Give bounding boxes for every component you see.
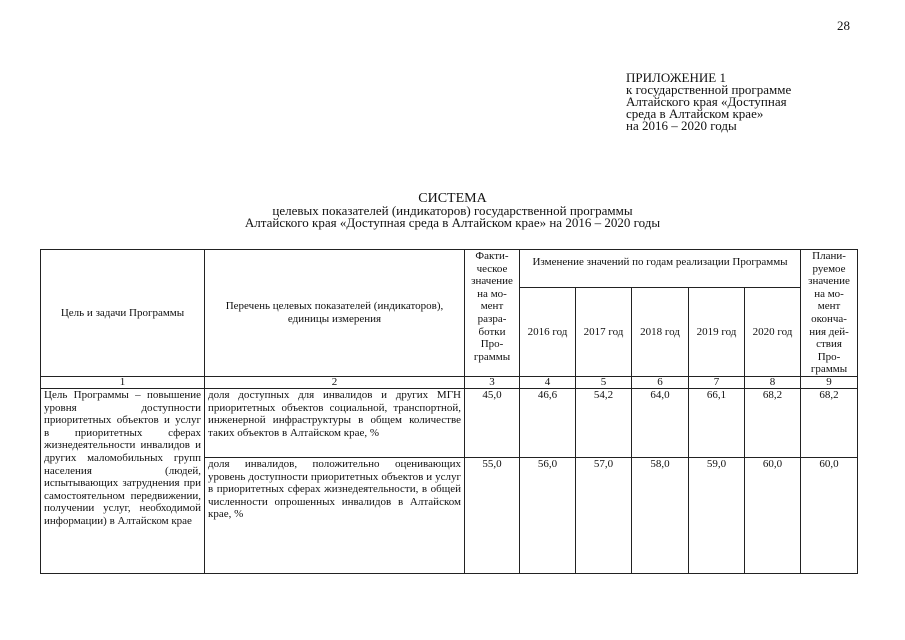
page-number: 28 [837,18,850,33]
indicators-table [40,249,858,574]
header-year-2018: 2018 год [632,288,689,377]
actual-value: 45,0 [465,389,520,458]
indicator-cell: доля инвалидов, положительно оценивающих уровень доступности приоритетных объектов и услуг в приоритетных сферах жизнедеятельности, в общей численности опрошенных инвалидов в Алтайском крае, % [205,458,465,574]
header-year-2019: 2019 год [689,288,745,377]
header-actual: Факти-ческое значение на мо-мент разра-ботки Про-граммы [465,250,520,377]
column-number: 8 [745,377,801,389]
actual-value: 55,0 [465,458,520,574]
year-value: 68,2 [745,389,801,458]
column-number: 4 [520,377,576,389]
year-value: 64,0 [632,389,689,458]
header-row [41,250,858,288]
year-value: 57,0 [576,458,632,574]
title-line-3: Алтайского края «Доступная среда в Алтайском крае» на 2016 – 2020 годы [244,215,661,230]
column-number: 2 [205,377,465,389]
planned-value: 60,0 [801,458,858,574]
appendix-line: на 2016 – 2020 годы [626,118,737,133]
header-planned: Плани-руемое значение на мо-мент оконча-ния дей-ствия Про-граммы [801,250,858,377]
header-change: Изменение значений по годам реализации Программы [520,250,801,288]
table-row [41,389,858,458]
column-number: 1 [41,377,205,389]
year-value: 59,0 [689,458,745,574]
document-title [0,192,905,229]
appendix-line: среда в Алтайском крае» [626,106,764,121]
column-number: 6 [632,377,689,389]
appendix-line: ПРИЛОЖЕНИЕ 1 [626,70,726,85]
appendix-line: Алтайского края «Доступная [626,94,787,109]
header-year-2016: 2016 год [520,288,576,377]
header-indicators: Перечень целевых показателей (индикаторов), единицы измерения [205,250,465,377]
year-value: 54,2 [576,389,632,458]
year-value: 58,0 [632,458,689,574]
header-goal: Цель и задачи Программы [41,250,205,377]
goal-cell: Цель Программы – повышение уровня доступности приоритетных объектов и услуг в приоритетных сферах жизнедеятельности инвалидов и других маломобильных групп населения (людей, испытывающих затруднения при самостоятельном передвижении, получении услуг, необходимой информации) в Алтайском крае [41,389,205,574]
column-number: 7 [689,377,745,389]
appendix-line: к государственной программе [626,82,792,97]
title-line-2: целевых показателей (индикаторов) государственной программы [272,203,633,218]
year-value: 66,1 [689,389,745,458]
year-value: 56,0 [520,458,576,574]
column-number: 3 [465,377,520,389]
year-value: 46,6 [520,389,576,458]
planned-value: 68,2 [801,389,858,458]
appendix-block [626,72,876,132]
indicator-cell: доля доступных для инвалидов и других МГН приоритетных объектов социальной, транспортной, инженерной инфраструктуры в общем количестве таких объектов в Алтайском крае, % [205,389,465,458]
column-number: 5 [576,377,632,389]
year-value: 60,0 [745,458,801,574]
column-number: 9 [801,377,858,389]
header-year-2020: 2020 год [745,288,801,377]
column-numbers-row [41,377,858,389]
title-line-1: СИСТЕМА [418,191,487,206]
header-year-2017: 2017 год [576,288,632,377]
